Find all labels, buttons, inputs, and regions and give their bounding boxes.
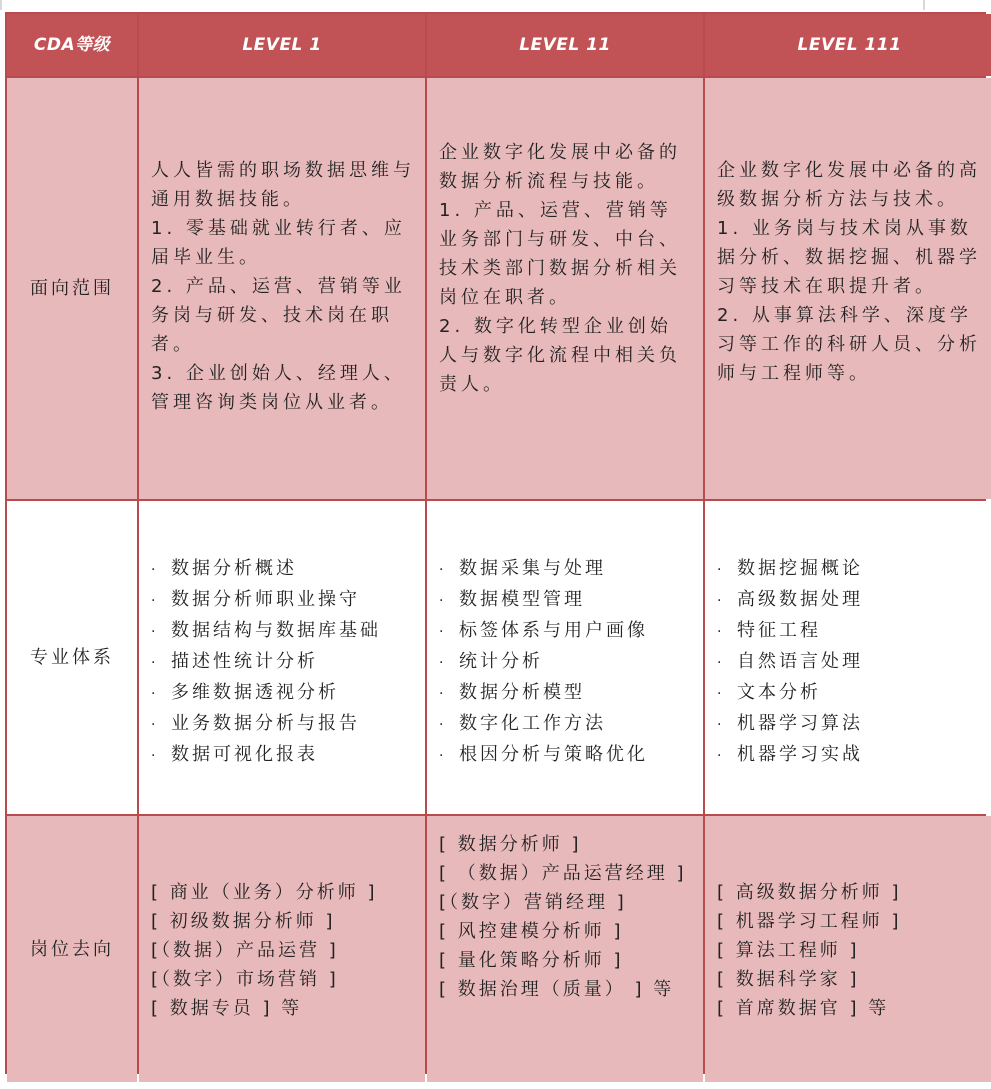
skill-label: 数据采集与处理 bbox=[459, 558, 606, 579]
skill-label: 自然语言处理 bbox=[737, 651, 863, 672]
scope-level-1-line: 1. 零基础就业转行者、应届毕业生。 bbox=[151, 218, 406, 268]
bullet-mark: · bbox=[151, 686, 159, 702]
list-item bbox=[717, 709, 991, 740]
bullet-mark: · bbox=[151, 562, 159, 578]
list-item bbox=[151, 585, 425, 616]
top-edge-mark-left bbox=[0, 0, 2, 10]
scope-level-3-line: 企业数字化发展中必备的高级数据分析方法与技术。 bbox=[717, 160, 981, 210]
list-item bbox=[151, 554, 425, 585]
header-level-1: LEVEL 1 bbox=[139, 14, 425, 76]
skill-label: 机器学习算法 bbox=[737, 713, 863, 734]
scope-level-3-line: 2. 从事算法科学、深度学习等工作的科研人员、分析师与工程师等。 bbox=[717, 305, 981, 384]
list-item bbox=[439, 678, 703, 709]
scope-level-2-line: 1. 产品、运营、营销等业务部门与研发、中台、技术类部门数据分析相关岗位在职者。 bbox=[439, 200, 681, 308]
skills-level-1 bbox=[139, 501, 425, 814]
skill-label: 文本分析 bbox=[737, 682, 821, 703]
bullet-mark: · bbox=[717, 686, 725, 702]
skill-label: 特征工程 bbox=[737, 620, 821, 641]
bullet-mark: · bbox=[717, 562, 725, 578]
skills-level-3 bbox=[705, 501, 991, 814]
skill-label: 数据分析概述 bbox=[171, 558, 297, 579]
jobs-level-3 bbox=[705, 816, 991, 1082]
list-item bbox=[439, 616, 703, 647]
scope-level-2 bbox=[427, 78, 703, 499]
job-item: [ 数据治理（质量） ] 等 bbox=[439, 979, 675, 1000]
bullet-mark: · bbox=[439, 686, 447, 702]
skill-label: 业务数据分析与报告 bbox=[171, 713, 360, 734]
job-item: [ 商业（业务）分析师 ] bbox=[151, 882, 378, 903]
skill-label: 机器学习实战 bbox=[737, 744, 863, 765]
list-item bbox=[151, 616, 425, 647]
list-item bbox=[717, 647, 991, 678]
bullet-mark: · bbox=[151, 624, 159, 640]
cda-level-table bbox=[5, 12, 986, 1074]
skill-label: 标签体系与用户画像 bbox=[459, 620, 648, 641]
job-item: [ 风控建模分析师 ] bbox=[439, 921, 624, 942]
bullet-mark: · bbox=[439, 655, 447, 671]
list-item bbox=[717, 616, 991, 647]
job-item: [ 高级数据分析师 ] bbox=[717, 882, 902, 903]
list-item bbox=[439, 585, 703, 616]
skills-level-3-list bbox=[717, 554, 991, 771]
bullet-mark: · bbox=[151, 748, 159, 764]
row-label-jobs: 岗位去向 bbox=[7, 816, 137, 1082]
skills-level-2 bbox=[427, 501, 703, 814]
job-item: [ （数据）产品运营经理 ] bbox=[439, 863, 687, 884]
list-item bbox=[151, 647, 425, 678]
row-label-scope: 面向范围 bbox=[7, 78, 137, 499]
bullet-mark: · bbox=[717, 655, 725, 671]
scope-level-1-line: 2. 产品、运营、营销等业务岗与研发、技术岗在职者。 bbox=[151, 276, 406, 355]
skill-label: 描述性统计分析 bbox=[171, 651, 318, 672]
header-level-2: LEVEL 11 bbox=[427, 14, 703, 76]
skill-label: 数据分析模型 bbox=[459, 682, 585, 703]
jobs-level-1 bbox=[139, 816, 425, 1082]
scope-level-3-line: 1. 业务岗与技术岗从事数据分析、数据挖掘、机器学习等技术在职提升者。 bbox=[717, 218, 981, 297]
skill-label: 统计分析 bbox=[459, 651, 543, 672]
job-item: [ 量化策略分析师 ] bbox=[439, 950, 624, 971]
skill-label: 数据可视化报表 bbox=[171, 744, 318, 765]
scope-level-2-line: 企业数字化发展中必备的数据分析流程与技能。 bbox=[439, 142, 681, 192]
job-item: [ 首席数据官 ] 等 bbox=[717, 998, 890, 1019]
skill-label: 数据分析师职业操守 bbox=[171, 589, 360, 610]
skill-label: 数字化工作方法 bbox=[459, 713, 606, 734]
bullet-mark: · bbox=[717, 624, 725, 640]
job-item: [ 初级数据分析师 ] bbox=[151, 911, 336, 932]
header-level-3: LEVEL 111 bbox=[705, 14, 991, 76]
job-item: [（数字）市场营销 ] bbox=[151, 969, 339, 990]
list-item bbox=[439, 709, 703, 740]
job-item: [（数字）营销经理 ] bbox=[439, 892, 627, 913]
header-level-label: CDA等级 bbox=[7, 14, 137, 76]
list-item bbox=[439, 740, 703, 771]
scope-level-1-line: 人人皆需的职场数据思维与通用数据技能。 bbox=[151, 160, 415, 210]
bullet-mark: · bbox=[717, 717, 725, 733]
list-item bbox=[151, 740, 425, 771]
job-item: [ 数据科学家 ] bbox=[717, 969, 860, 990]
scope-level-1-line: 3. 企业创始人、经理人、管理咨询类岗位从业者。 bbox=[151, 363, 406, 413]
skill-label: 数据模型管理 bbox=[459, 589, 585, 610]
skill-label: 根因分析与策略优化 bbox=[459, 744, 648, 765]
list-item bbox=[439, 554, 703, 585]
list-item bbox=[717, 554, 991, 585]
bullet-mark: · bbox=[151, 593, 159, 609]
job-item: [ 机器学习工程师 ] bbox=[717, 911, 902, 932]
bullet-mark: · bbox=[439, 593, 447, 609]
bullet-mark: · bbox=[439, 562, 447, 578]
scope-level-3 bbox=[705, 78, 991, 499]
skill-label: 数据结构与数据库基础 bbox=[171, 620, 381, 641]
job-item: [ 数据分析师 ] bbox=[439, 834, 582, 855]
scope-level-1 bbox=[139, 78, 425, 499]
top-edge-mark-right bbox=[923, 0, 925, 10]
list-item bbox=[151, 709, 425, 740]
list-item bbox=[717, 585, 991, 616]
list-item bbox=[439, 647, 703, 678]
job-item: [（数据）产品运营 ] bbox=[151, 940, 339, 961]
list-item bbox=[717, 678, 991, 709]
bullet-mark: · bbox=[439, 717, 447, 733]
job-item: [ 数据专员 ] 等 bbox=[151, 998, 303, 1019]
skills-level-1-list bbox=[151, 554, 425, 771]
list-item bbox=[717, 740, 991, 771]
bullet-mark: · bbox=[151, 717, 159, 733]
bullet-mark: · bbox=[717, 593, 725, 609]
scope-level-2-line: 2. 数字化转型企业创始人与数字化流程中相关负责人。 bbox=[439, 316, 681, 395]
bullet-mark: · bbox=[439, 748, 447, 764]
bullet-mark: · bbox=[439, 624, 447, 640]
skill-label: 多维数据透视分析 bbox=[171, 682, 339, 703]
skill-label: 高级数据处理 bbox=[737, 589, 863, 610]
bullet-mark: · bbox=[717, 748, 725, 764]
cda-level-table-frame bbox=[5, 12, 986, 1074]
skills-level-2-list bbox=[439, 554, 703, 771]
job-item: [ 算法工程师 ] bbox=[717, 940, 860, 961]
bullet-mark: · bbox=[151, 655, 159, 671]
list-item bbox=[151, 678, 425, 709]
jobs-level-2 bbox=[427, 816, 703, 1082]
skill-label: 数据挖掘概论 bbox=[737, 558, 863, 579]
row-label-skills: 专业体系 bbox=[7, 501, 137, 814]
